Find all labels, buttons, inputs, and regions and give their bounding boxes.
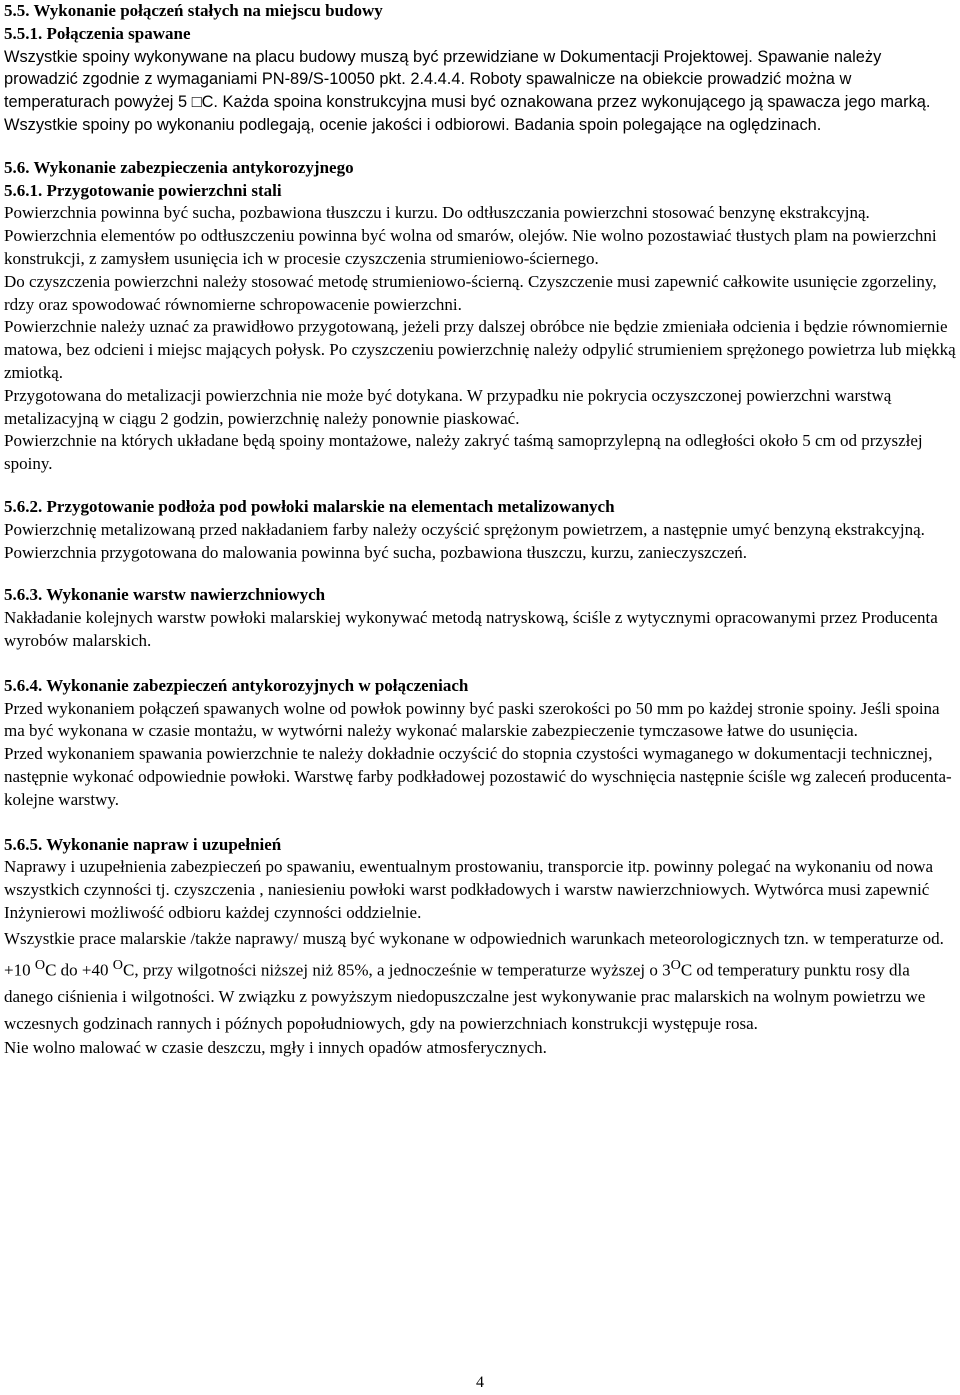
- page-number: 4: [476, 1374, 484, 1391]
- subsection-heading-5-6-3: 5.6.3. Wykonanie warstw nawierzchniowych: [4, 585, 326, 605]
- paragraph: Przygotowana do metalizacji powierzchnia nie może być dotykana. W przypadku nie pokrycia oczyszczonej powierzchni warstwą metalizacyjną w ciągu 2 godzin, powierzchnię należy ponownie piaskować.: [4, 385, 892, 428]
- section-heading-5-5: 5.5. Wykonanie połączeń stałych na miejscu budowy: [4, 1, 383, 20]
- paragraph-text: C. Każda spoina konstrukcyjna musi być oznakowana przez wykonującego ją spawacza jego marką. Wszystkie spoiny po wykonaniu podlegają, ocenie jakości i odbiorowi. Badania spoin polegające na oględzinach.: [4, 93, 931, 134]
- section-heading-5-6: 5.6. Wykonanie zabezpieczenia antykorozyjnego: [4, 157, 354, 177]
- degree-superscript: O: [112, 956, 123, 973]
- subsection-heading-5-6-2: 5.6.2. Przygotowanie podłoża pod powłoki malarskie na elementach metalizowanych: [4, 496, 615, 516]
- paragraph: Powierzchnia przygotowana do malowania powinna być sucha, pozbawiona tłuszczu, kurzu, zanieczyszczeń.: [4, 542, 747, 562]
- paragraph-text: Wszystkie prace malarskie /także naprawy/ muszą być wykonane w odpowiednich warunkach meteorologicznych tzn. w temperaturze od. +10: [4, 928, 944, 980]
- paragraph: Powierzchnię metalizowaną przed nakładaniem farby należy oczyścić sprężonym powietrzem, a następnie umyć benzyną ekstrakcyjną.: [4, 519, 925, 539]
- paragraph-text: C, przy wilgotności niższej niż 85%, a jednocześnie w temperaturze wyższej o 3: [123, 960, 671, 980]
- paragraph-weather-conditions: [4, 925, 956, 1038]
- subsection-heading-5-6-5: 5.6.5. Wykonanie napraw i uzupełnień: [4, 834, 282, 854]
- subsection-heading-5-5-1: 5.5.1. Połączenia spawane: [4, 23, 191, 43]
- paragraph: Nakładanie kolejnych warstw powłoki malarskiej wykonywać metodą natryskową, ściśle z wytycznymi opracowanymi przez Producenta wyrobów malarskich.: [4, 608, 938, 650]
- paragraph: Do czyszczenia powierzchni należy stosować metodę strumieniowo-ścierną. Czyszczenie musi zapewnić całkowite usunięcie zgorzeliny, rdzy oraz spowodować równomierne schropowacenie powierzchni.: [4, 271, 937, 314]
- paragraph: Nie wolno malować w czasie deszczu, mgły i innych opadów atmosferycznych.: [4, 1038, 547, 1058]
- paragraph: Przed wykonaniem spawania powierzchnie te należy dokładnie oczyścić do stopnia czystości wymaganego w dokumentacji technicznej, następnie wykonać odpowiednie powłoki. Warstwę farby podkładowej pozostawić do wyschnięcia następnie ściśle wg zaleceń producenta-kolejne warstwy.: [4, 744, 952, 809]
- degree-superscript: O: [670, 956, 681, 973]
- paragraph: Powierzchnie na których układane będą spoiny montażowe, należy zakryć taśmą samoprzylepną na odległości około 5 cm od przyszłej spoiny.: [4, 431, 923, 474]
- paragraph: Powierzchnie należy uznać za prawidłowo przygotowaną, jeżeli przy dalszej obróbce nie będzie zmieniała odcienia i będzie równomiernie matowa, bez odcieni i miejsc mających połysk. Po czyszczeniu powierzchnię należy odpylić strumieniem sprężonego powietrza lub miękką zmiotką.: [4, 317, 956, 382]
- paragraph: Naprawy i uzupełnienia zabezpieczeń po spawaniu, ewentualnym prostowaniu, transporcie itp. powinny polegać na wykonaniu od nowa wszystkich czynności tj. czyszczenia , naniesieniu powłoki warst podkładowych i warstw nawierzchniowych. Wytwórca musi zapewnić Inżynierowi możliwość odbioru każdej czynności oddzielnie.: [4, 857, 934, 922]
- paragraph-text: C od temperatury punktu rosy dla danego ciśnienia i wilgotności. W związku z powyższym niedopuszczalne jest wykonywanie prac malarskich na wolnym powietrzu we wczesnych godzinach rannych i późnych popołudniowych, gdy na powierzchniach konstrukcji występuje rosa.: [4, 960, 926, 1034]
- paragraph-welded-joints: [4, 46, 956, 137]
- paragraph-text: C do +40: [45, 960, 113, 980]
- subsection-heading-5-6-1: 5.6.1. Przygotowanie powierzchni stali: [4, 180, 282, 200]
- paragraph: Powierzchnia powinna być sucha, pozbawiona tłuszczu i kurzu. Do odtłuszczania powierzchni stosować benzynę ekstrakcyjną. Powierzchnia elementów po odtłuszczeniu powinna być wolna od smarów, olejów. Nie wolno pozostawiać tłustych plam na powierzchni konstrukcji, z zamysłem usunięcia ich w procesie czyszczenia strumieniowo-ściernego.: [4, 203, 937, 268]
- paragraph: Przed wykonaniem połączeń spawanych wolne od powłok powinny być paski szerokości po 50 mm po każdej stronie spoiny. Jeśli spoina ma być wykonana w czasie montażu, w wytwórni należy wykonać malarskie zabezpieczenie tymczasowe łatwe do usunięcia.: [4, 698, 940, 741]
- degree-symbol: □: [191, 93, 202, 112]
- paragraph-text: Wszystkie spoiny wykonywane na placu budowy muszą być przewidziane w Dokumentacji Projektowej. Spawanie należy prowadzić zgodnie z wymaganiami PN-89/S-10050 pkt. 2.4.4.4. Roboty spawalnicze na obiekcie prowadzić można w temperaturach powyżej 5: [4, 47, 882, 112]
- degree-superscript: O: [34, 956, 46, 973]
- subsection-heading-5-6-4: 5.6.4. Wykonanie zabezpieczeń antykorozyjnych w połączeniach: [4, 675, 469, 695]
